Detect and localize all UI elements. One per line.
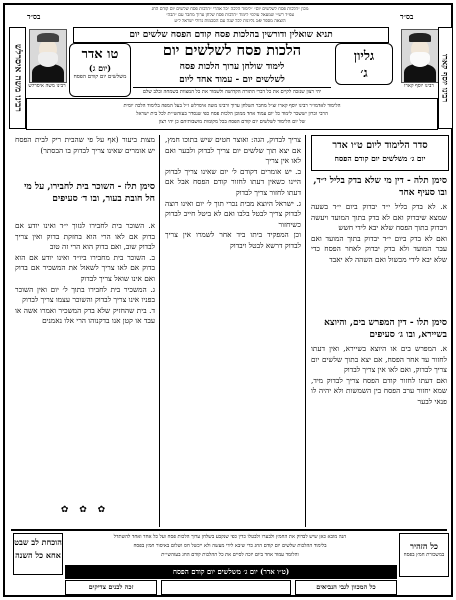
date-main: טו אדר — [81, 47, 119, 62]
footer-badge — [399, 533, 449, 577]
schedule-title: סדר הלימוד ליום ט״ו אדר — [332, 140, 428, 151]
header-line: הוצאה מספר 50 גליונות לכל שנה עם הסכמות גדולי ישראל ל״ע — [174, 19, 286, 24]
footer-left-label: הוכחת לב שבט אחא כל השנה — [13, 533, 63, 575]
footer-badge-main: כל הזהיר — [410, 541, 438, 551]
footer-notice-line: הנה מובא כאן שיש לבדוק את החמץ ולבערו ולבטלו כדין כפי שנקבע בשלחן ערוך הלכות פסח ועל כל אחד ואחד להשתדל — [113, 534, 347, 540]
issue-label: גליון — [353, 49, 375, 64]
flower-ornament: ✿ ✿ ✿ — [60, 505, 110, 515]
notice-line: הלימוד לאדמו״ר רבינו יוסף קארו זצ״ל מחבר השלחן ערוך ורבינו משה איסרלש ז״ל בעל המפה בלימוד הלכה יומית — [123, 103, 341, 109]
issue-number: ג׳ — [360, 66, 368, 81]
column-divider — [159, 135, 160, 527]
paragraph: ב. יש אומרים דקודם ל׳ יום שאינו צריך לבדוק היינו כשאין דעתו לחזור קודם הפסח אבל אם דעתו לחזור צריך לבדוק — [165, 166, 301, 197]
column-right-bottom — [311, 344, 447, 526]
footer-notice-line: בלימוד ההלכות שלשים יום קודם החג כדי שיבא לידי מעשה ולא ייכשל חס ושלום באיסור חמץ בפסח — [133, 543, 327, 549]
portrait-left — [29, 29, 67, 83]
paragraph: מצות ביעור (אף על פי שהבית ריק לבית הפסח יש אומרים שאינו צריך לבדוק בו הבסתר) — [15, 135, 155, 155]
footer-badge-sub: במשכורת חמץ בפסח — [403, 552, 445, 558]
column-left-body — [15, 221, 155, 501]
schedule-box — [311, 135, 449, 171]
footer-rule — [11, 529, 447, 531]
name-band-right — [438, 27, 453, 129]
paragraph: א. המפרש בים או היוצא בשיירא, ואין דעתו לחזור עד אחר הפסח, אם יצא בתוך שלשים יום צריך לבדוק, ואם לאו אין צריך לבדוק — [311, 344, 447, 375]
schedule-subtitle: יום ג׳ משלשים יום קודם הפסח — [334, 154, 426, 163]
column-right-top — [311, 202, 447, 307]
footer-cell: כל המכוון לגבי הנביאים — [295, 580, 397, 595]
bsd-mark: בס״ד — [27, 12, 41, 21]
document-page — [3, 3, 453, 597]
paragraph: ד. בית שהחזיק שלא בדק המשכיר ואמרו אשה או עבד או קטן אנו בדקנוהו הרי אלו נאמנים — [15, 305, 155, 326]
portrait-caption: רבינו יוסף קארו — [404, 84, 434, 89]
siman-heading: סימן תלה - דין מי שלא בדק בליל י״ד, ובו סעיף אחד — [313, 176, 447, 198]
paragraph: ג. המשכיר בית לחבירו בתוך ל׳ יום ואין השוכר בפניו אינו צריך לבדוק והשוכר עצמו צריך לבדוק — [15, 284, 155, 305]
bsd-mark: בס״ד — [400, 12, 414, 21]
paragraph: צריך לבדוק, הגה: ואוצר חטים שיש בתוכו חמץ, אם יצא תוך שלשים יום צריך לבדוק ולבער ואם לאו אין צריך — [165, 135, 301, 166]
column-divider — [305, 135, 306, 527]
column-middle — [165, 135, 301, 527]
paragraph: א. השוכר בית לחבירו לגזוך י״ד ואינו יודע אם בדוק אם לאו הרי הוא בחזקת בדוק ואין צריך לבדוק שוב, ואם בדוק הוא הרי זה טוב — [15, 221, 155, 252]
paragraph: ואם דעתו לחזור קודם הפסח צריך לבדוק מיד, שמא יחזור ערב הפסח בין השמשות ולא יהיה לו פנאי לבער — [311, 375, 447, 406]
paragraph: ב. השוכר בית מחבירו ביו״ד ואינו יודע אם הוא בדוק אם לאו צריך לשאול את המשכיר אם בדוק ואם אינו שואל צריך לבדוק — [15, 252, 155, 283]
paragraph: א. לא בדק בליל י״ד יבדוק ביום י״ד בשעה שמצא שיבדוק ואם לא בדק בתוך המועד ויעשה ויבדוק בתוך הפסח שלא יבא לידי חשש — [311, 202, 447, 233]
column-left-top — [15, 135, 155, 177]
date-sub: (יום ג) — [88, 63, 112, 73]
footer-cell: זכה לבנים צדיקים — [65, 580, 157, 595]
notice-bar — [26, 98, 438, 130]
notice-line: של יום הלימוד לשלשים יום קודם הפסח בכל מקומות מושבותיהם כן יהי רצון — [158, 119, 306, 125]
header-line: עפ״ד רש״י שמעאל עולמי לימוד ״הלכות פסח שלחן ערוך מחבר עם ״הבה״ — [165, 13, 295, 18]
portrait-right — [401, 29, 439, 83]
footer-strip — [65, 565, 397, 579]
date-seal — [69, 43, 131, 97]
paragraph: וכן המפקיד ביתו ביד אחר לשמרו אין צריך לבדוק דרשא לבטל ויבדוק — [165, 230, 301, 250]
siman-heading: סימן תלז - השוכר בית לחבירו, על מי חל חובת בעור, ובו ד׳ סעיפים — [24, 182, 155, 204]
header-line: מכון ״הלכות פסח לשלשים יום״ ״לימוד הלכה ״כל אהרי ״הלכות פסח שלשים יום קודם החג — [151, 7, 309, 12]
top-banner: תניא שואלין ודורשין בהלכות פסח קודם הפסח שלשים יום — [73, 27, 389, 43]
footer-notice-line: והלומד עמוד אחד ביום יזכה לסיים את כל ההלכות קודם החג בעזהשי״ת — [161, 552, 299, 558]
paragraph: ואם לא בדק ביום י״ד יבדוק בתוך המועד ואם עבר המועד ולא בדק יבדוק לאחר הפסח כדי שלא יבא לידי מכשול ואם השהה לא יאבד — [311, 233, 447, 264]
footer-notice — [65, 533, 395, 563]
dedication-line: יהי רצון שנזכה לקיים את כל דברי התורה הקדושה ולשמור את כל המצוות בשמחה ובלב שלם — [133, 87, 331, 96]
date-extra: משלשים יום קודם הפסח — [73, 74, 127, 80]
siman-heading: סימן תלו - דין המפרש בים, והיוצא בשיירא, ובו ג׳ סעיפים — [324, 318, 447, 340]
name-band-text: רבינו יוסף קארו — [440, 53, 451, 103]
footer-strip-text: (ט״ו אדר) יום ג׳ משלשים יום קודם הפסח — [172, 567, 290, 576]
notice-line: הרבי זכרון יששכר לימוד כל יום עמוד אחד ממוכן הלכות פסח כפי שנסדר בעזהשי״ת לכל בית ישראל — [136, 111, 328, 117]
name-band-left — [9, 27, 26, 129]
paragraph: ג. ישראל היוצא מבית נכרי תוך ל׳ יום ואינו רוצה לבדוק צריך לבטל בלבו ואם לא ביטל חייב לבדוק כשיחזור — [165, 198, 301, 229]
subtitle-1: לימוד שולחן ערוך הלכות פסח — [179, 62, 285, 72]
name-band-text: רבינו משה איסרלש — [12, 44, 23, 112]
issue-seal — [335, 43, 393, 85]
portrait-caption: רבינו משה איסרלש — [28, 84, 66, 89]
subtitle-2: לשלשים יום - עמוד אחד ליום — [179, 75, 285, 85]
footer-cell-blank — [161, 580, 291, 595]
main-title: הלכות פסח לשלשים יום — [162, 42, 302, 59]
